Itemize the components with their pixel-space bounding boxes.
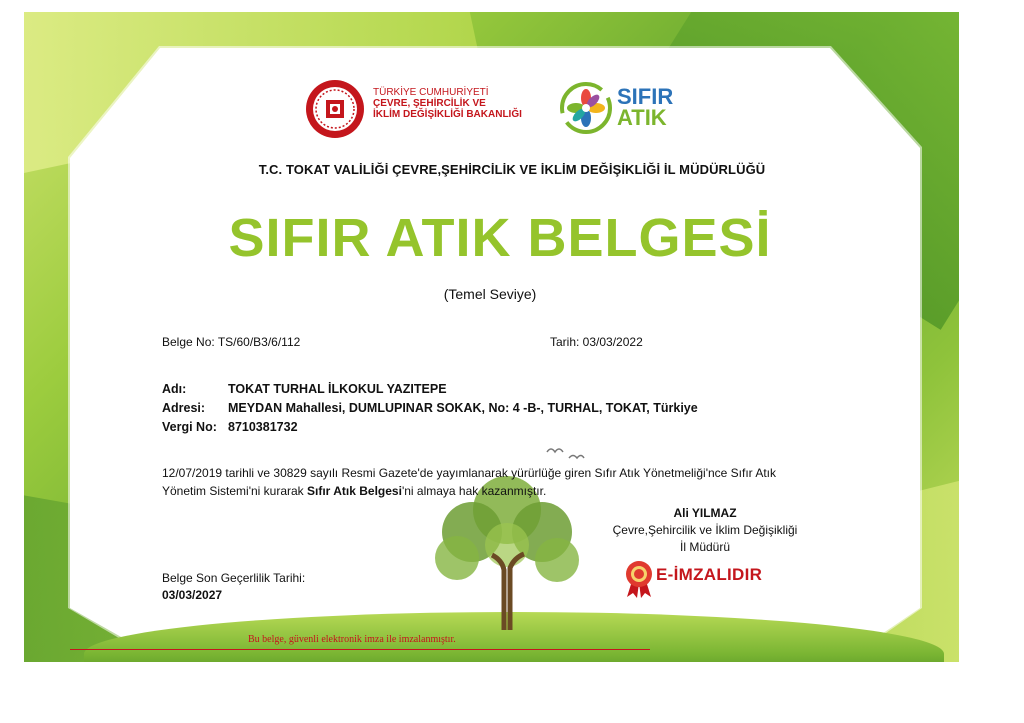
ministry-seal-icon xyxy=(304,78,366,140)
birds-icon xyxy=(545,444,585,464)
zero-waste-word1: SIFIR xyxy=(617,84,674,109)
ministry-name-line3: İKLİM DEĞİŞİKLİĞİ BAKANLIĞI xyxy=(373,109,522,120)
directorate-heading: T.C. TOKAT VALİLİĞİ ÇEVRE,ŞEHİRCİLİK VE İKLİM DEĞİŞİKLİĞİ İL MÜDÜRLÜĞÜ xyxy=(258,162,766,177)
zero-waste-word2: ATIK xyxy=(617,105,667,130)
signer-title-line1: Çevre,Şehircilik ve İklim Değişikliği xyxy=(612,523,798,537)
validity-label: Belge Son Geçerlilik Tarihi: xyxy=(162,571,306,585)
statement-part1: 12/07/2019 tarihli ve 30829 sayılı Resmi Gazete'de yayımlanarak yürürlüğe giren Sıfır Atık Yönetmeliği'nce Sıfır Atık Yönetim Sistemi'ni kurarak xyxy=(162,466,777,498)
certificate-title: SIFIR ATIK BELGESİ xyxy=(228,208,772,268)
footer-underline xyxy=(70,649,650,650)
holder-name-row xyxy=(162,382,447,396)
holder-address-label: Adresi: xyxy=(162,401,206,415)
holder-tax-label: Vergi No: xyxy=(162,420,217,434)
e-signature-footer-note: Bu belge, güvenli elektronik imza ile imzalanmıştır. xyxy=(248,634,456,645)
holder-tax-value: 8710381732 xyxy=(228,420,298,434)
issue-date: Tarih: 03/03/2022 xyxy=(550,335,643,349)
holder-name-label: Adı: xyxy=(162,382,187,396)
ministry-name-line2: ÇEVRE, ŞEHİRCİLİK VE xyxy=(373,98,486,109)
award-ribbon-icon xyxy=(622,559,656,599)
ministry-name xyxy=(373,87,553,120)
statement-part2: 'ni almaya hak kazanmıştır. xyxy=(401,484,547,498)
zero-waste-flower-icon xyxy=(560,82,612,134)
holder-tax-row xyxy=(162,420,298,434)
certificate-number: Belge No: TS/60/B3/6/112 xyxy=(162,335,301,349)
e-signature-label: E-İMZALIDIR xyxy=(656,565,763,584)
certificate-level: (Temel Seviye) xyxy=(443,286,537,302)
certificate-statement xyxy=(162,464,812,500)
holder-address-row xyxy=(162,401,698,415)
validity-date: 03/03/2027 xyxy=(162,588,223,602)
signer-block xyxy=(590,505,820,556)
holder-address-value: MEYDAN Mahallesi, DUMLUPINAR SOKAK, No: 4 -B-, TURHAL, TOKAT, Türkiye xyxy=(228,401,698,415)
signer-title-line2: İl Müdürü xyxy=(679,540,731,554)
statement-bold: Sıfır Atık Belgesi xyxy=(307,484,402,498)
zero-waste-wordmark xyxy=(617,86,673,128)
holder-name-value: TOKAT TURHAL İLKOKUL YAZITEPE xyxy=(228,382,447,396)
signer-name: Ali YILMAZ xyxy=(673,506,737,520)
ministry-name-line1: TÜRKİYE CUMHURİYETİ xyxy=(373,87,489,98)
validity-block xyxy=(162,570,305,604)
